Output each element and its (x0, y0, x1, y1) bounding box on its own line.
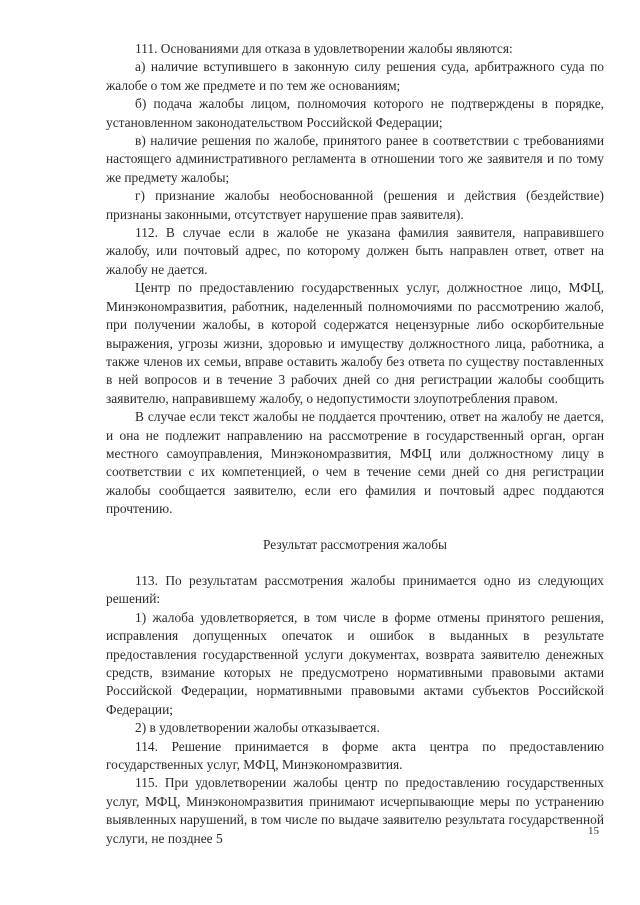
paragraph-112-abusive-content: Центр по предоставлению государственных услуг, должностное лицо, МФЦ, Минэкономразвития, работник, наделенный полномочиями по рассмотрению жалоб, при получении жалобы, в которой содержатся нецензурные либо оскорбительные выражения, угрозы жизни, здоровью и имуществу должностного лица, работника, а также членов их семьи, вправе оставить жалобу без ответа по существу поставленных в ней вопросов и в течение 3 рабочих дней со дня регистрации жалобы сообщить заявителю, направившему жалобу, о недопустимости злоупотребления правом. (106, 280, 604, 406)
page-number: 15 (588, 825, 599, 837)
paragraph-112: 112. В случае если в жалобе не указана фамилия заявителя, направившего жалобу, или почтовый адрес, по которому должен быть направлен ответ, ответ на жалобу не дается. (106, 225, 604, 277)
paragraph-113: 113. По результатам рассмотрения жалобы принимается одно из следующих решений: (106, 572, 604, 607)
paragraph-111-b: б) подача жалобы лицом, полномочия которого не подтверждены в порядке, установленном законодательством Российской Федерации; (106, 96, 604, 130)
paragraph-111-a: а) наличие вступившего в законную силу решения суда, арбитражного суда по жалобе о том же предмете и по тем же основаниям; (106, 59, 604, 93)
paragraph-114: 114. Решение принимается в форме акта центра по предоставлению государственных услуг, МФЦ, Минэкономразвития. (106, 738, 604, 773)
paragraph-111: 111. Основаниями для отказа в удовлетворении жалобы являются: (135, 41, 513, 56)
paragraph-115: 115. При удовлетворении жалобы центр по предоставлению государственных услуг, МФЦ, Минэкономразвития принимают исчерпывающие меры по устранению выявленных нарушений, в том числе по выдаче заявителю результата государственной услуги, не позднее 5 (106, 775, 604, 846)
paragraph-113-1: 1) жалоба удовлетворяется, в том числе в форме отмены принятого решения, исправления допущенных опечаток и ошибок в выданных в результате предоставления государственной услуги документах, возврата заявителю денежных средств, взимание которых не предусмотрено нормативными правовыми актами Российской Федерации, нормативными правовыми актами субъектов Российской Федерации; (106, 609, 604, 717)
section-heading: Результат рассмотрения жалобы (262, 536, 448, 552)
paragraph-113-2: 2) в удовлетворении жалобы отказывается. (135, 720, 380, 736)
document-page (106, 40, 604, 848)
paragraph-112-unreadable-text: В случае если текст жалобы не поддается прочтению, ответ на жалобу не дается, и она не подлежит направлению на рассмотрение в государственный орган, орган местного самоуправления, Минэкономразвития, МФЦ или должностному лицу в соответствии с их компетенцией, о чем в течение семи дней со дня регистрации жалобы сообщается заявителю, если его фамилия и почтовый адрес поддаются прочтению. (106, 409, 604, 517)
paragraph-111-g: г) признание жалобы необоснованной (решения и действия (бездействие) признаны законными, отсутствует нарушение прав заявителя). (106, 188, 604, 222)
paragraph-111-v: в) наличие решения по жалобе, принятого ранее в соответствии с требованиями настоящего административного регламента в отношении того же заявителя и по тому же предмету жалобы; (106, 133, 604, 185)
